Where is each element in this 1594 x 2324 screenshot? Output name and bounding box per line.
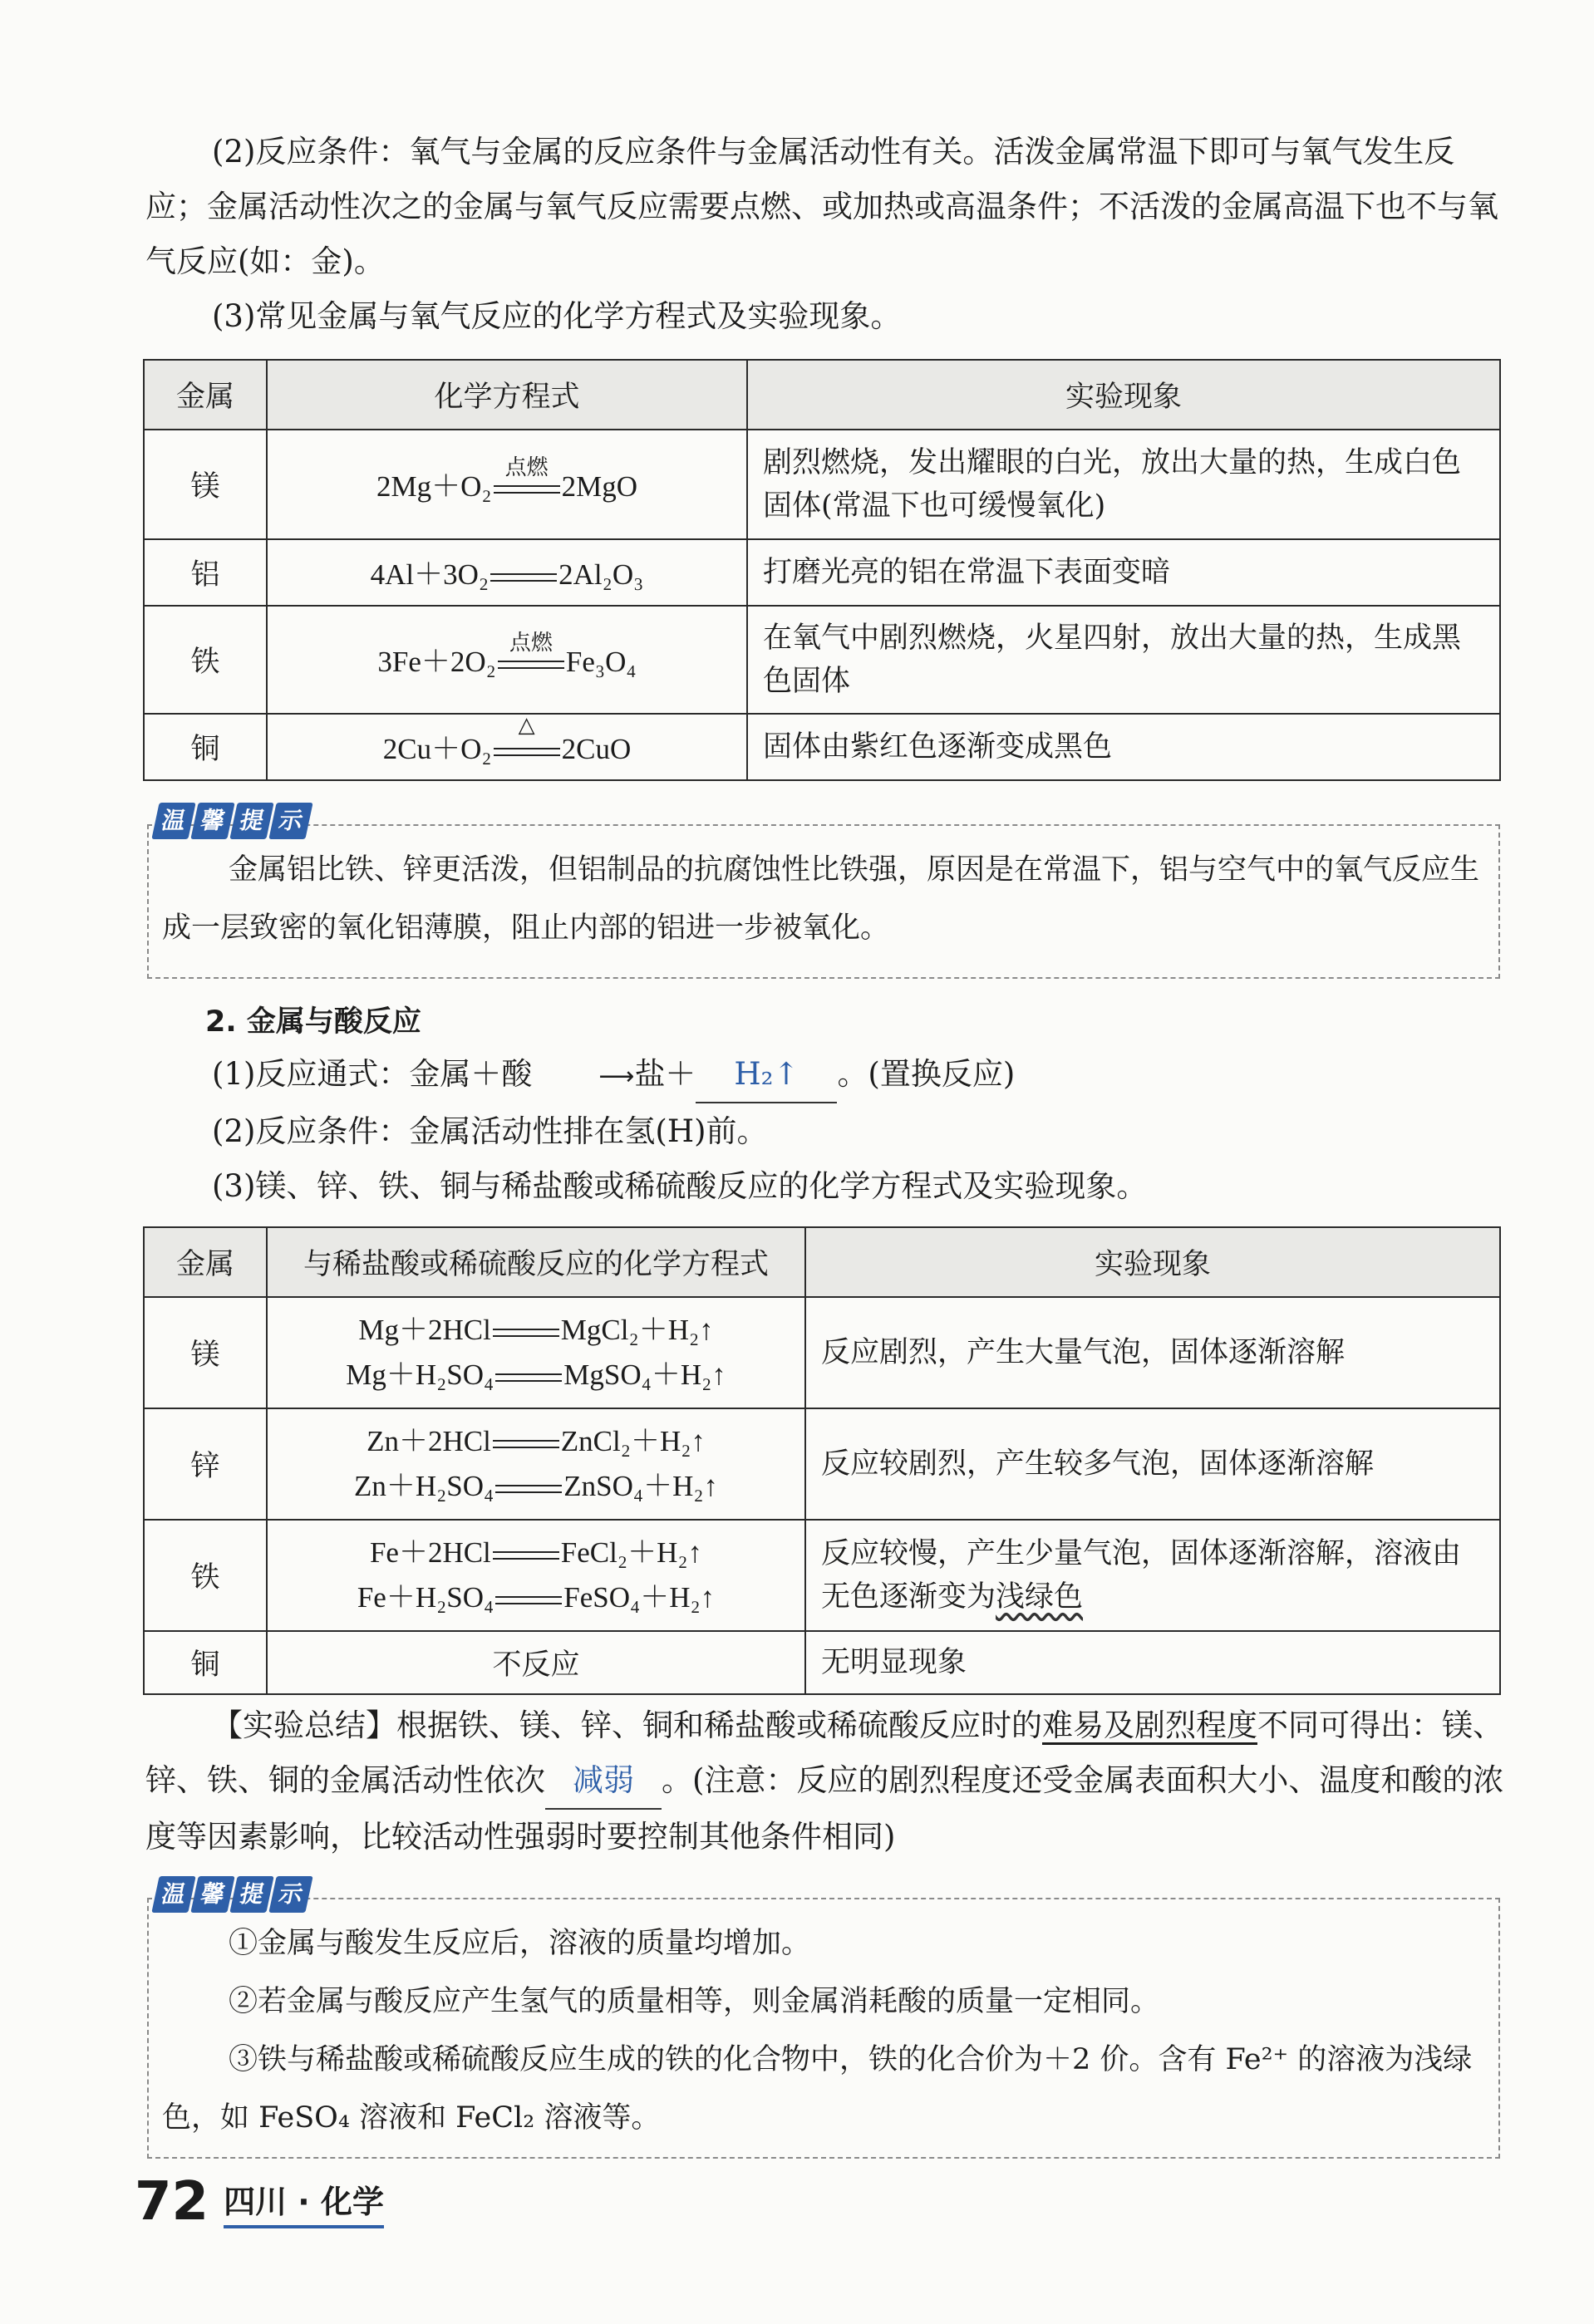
- eq-lhs: Fe＋2HCl: [369, 1536, 491, 1569]
- eq-lhs: Mg＋2HCl: [358, 1314, 491, 1346]
- condition-line: (2)反应条件：金属活动性排在氢(H)前。: [212, 1113, 768, 1149]
- tip-body: [149, 826, 1498, 965]
- eq-lhs: 2Cu＋O₂: [382, 733, 492, 765]
- equation-cell: [267, 430, 747, 539]
- equals-sign: [493, 1433, 559, 1455]
- table-row: [144, 1297, 1500, 1408]
- metal-cell: 镁: [144, 1297, 267, 1408]
- table-row: [144, 1408, 1500, 1520]
- eq-lhs: Zn＋2HCl: [367, 1425, 491, 1457]
- eq-rhs: ZnSO₄＋H₂↑: [563, 1470, 719, 1502]
- tip-item: ③铁与稀盐酸或稀硫酸反应生成的铁的化合物中，铁的化合价为＋2 价。含有 Fe²⁺ 的溶液为浅绿色，如 FeSO₄ 溶液和 FeCl₂ 溶液等。: [162, 2043, 1473, 2135]
- equation-line: [283, 1419, 790, 1464]
- reaction-condition-paragraph: [145, 125, 1508, 344]
- answer-blank: 减弱: [545, 1753, 662, 1810]
- phenomenon-cell: 剧烈燃烧，发出耀眼的白光，放出大量的热，生成白色固体(常温下也可缓慢氧化): [747, 430, 1500, 539]
- acid-reaction-lines: [145, 1047, 1508, 1214]
- eq-rhs: ZnCl₂＋H₂↑: [560, 1425, 706, 1457]
- eq-lhs: 3Fe＋2O₂: [377, 646, 496, 678]
- acid-reaction-table: [143, 1226, 1501, 1695]
- reaction-condition: [490, 567, 557, 588]
- summary-mid: 不同可得出：镁、锌、铁、铜的金属活动性依次: [145, 1707, 1503, 1798]
- condition-label: 点燃: [504, 454, 549, 480]
- tip-body: [149, 1899, 1498, 2155]
- equation-cell: [267, 1520, 805, 1631]
- table-row: [144, 1520, 1500, 1631]
- eq-lhs: Zn＋H₂SO₄: [353, 1470, 494, 1502]
- summary-emphasis: 难易及剧烈程度: [1042, 1707, 1257, 1743]
- metal-cell: 铁: [144, 606, 267, 714]
- equation-cell: [267, 714, 747, 780]
- eq-rhs: 2MgO: [561, 470, 637, 503]
- equation-cell: [267, 1297, 805, 1408]
- metal-cell: 铜: [144, 714, 267, 780]
- eq-rhs: 2CuO: [561, 733, 632, 765]
- table-header-row: [144, 360, 1500, 430]
- equation-cell: 不反应: [267, 1631, 805, 1694]
- l1-mid: 盐＋: [634, 1056, 696, 1092]
- equation-line: [283, 1353, 790, 1398]
- equals-sign: [498, 661, 564, 669]
- phenomenon-cell: 固体由紫红色逐渐变成黑色: [747, 714, 1500, 780]
- col-phenomenon: 实验现象: [747, 360, 1500, 430]
- equals-sign: [494, 485, 560, 494]
- phenomenon-cell: [805, 1520, 1500, 1631]
- item3-line: (3)常见金属与氧气反应的化学方程式及实验现象。: [212, 298, 902, 334]
- summary-prefix: 【实验总结】根据铁、镁、锌、铜和稀盐酸或稀硫酸反应时的: [212, 1707, 1042, 1743]
- equals-sign: [495, 1589, 562, 1611]
- metal-cell: 铜: [144, 1631, 267, 1694]
- tip-badge: [155, 803, 309, 839]
- reaction-condition: [494, 712, 560, 763]
- equals-sign: [493, 1322, 559, 1344]
- emphasis-text: 浅绿色: [996, 1580, 1084, 1614]
- table-header-row: [144, 1227, 1500, 1297]
- tip-text: 金属铝比铁、锌更活泼，但铝制品的抗腐蚀性比铁强，原因是在常温下，铝与空气中的氧气反应生成一层致密的氧化铝薄膜，阻止内部的铝进一步被氧化。: [162, 853, 1480, 945]
- oxygen-reaction-table: [143, 359, 1501, 781]
- metal-cell: 镁: [144, 430, 267, 539]
- metal-cell: 铁: [144, 1520, 267, 1631]
- eq-lhs: Fe＋H₂SO₄: [357, 1581, 494, 1614]
- reaction-condition: [498, 630, 564, 676]
- badge-char: 温: [151, 1876, 195, 1913]
- summary-suffix: 。(注意：反应的剧烈程度还受金属表面积大小、温度和酸的浓度等因素影响，比较活动性强弱时要控制其他条件相同): [145, 1762, 1504, 1855]
- page-footer: [135, 2171, 384, 2233]
- equals-sign: [495, 1478, 562, 1500]
- equals-sign: [490, 573, 557, 582]
- eq-rhs: 2Al₂O₃: [558, 558, 644, 591]
- badge-char: 提: [229, 803, 273, 839]
- cond-body: 氧气与金属的反应条件与金属活动性有关。活泼金属常温下即可与氧气发生反应；金属活动性次之的金属与氧气反应需要点燃、或加热或高温条件；不活泼的金属高温下也不与氧气反应(如：金)。: [145, 134, 1498, 279]
- equals-sign: [493, 1545, 559, 1566]
- phenomenon-cell: 反应较剧烈，产生较多气泡，固体逐渐溶解: [805, 1408, 1500, 1520]
- item3-line: (3)镁、锌、铁、铜与稀盐酸或稀硫酸反应的化学方程式及实验现象。: [212, 1168, 1148, 1204]
- badge-char: 提: [229, 1876, 273, 1913]
- l1-prefix: (1)反应通式：金属＋酸: [212, 1056, 533, 1092]
- tip-box: [147, 807, 1500, 979]
- table-row: [144, 430, 1500, 539]
- badge-char: 示: [268, 803, 312, 839]
- table-row: [144, 1631, 1500, 1694]
- phenomenon-cell: 在氧气中剧烈燃烧，火星四射，放出大量的热，生成黑色固体: [747, 606, 1500, 714]
- subject-label: 四川 · 化学: [224, 2176, 384, 2228]
- metal-cell: 铝: [144, 539, 267, 606]
- eq-rhs: Fe₃O₄: [565, 646, 637, 678]
- equation-line: [283, 1464, 790, 1509]
- section-heading: 2. 金属与酸反应: [205, 1005, 421, 1039]
- phenomenon-text: 反应较慢，产生少量气泡，固体逐渐溶解，溶液由无色逐渐变为: [821, 1537, 1462, 1614]
- badge-char: 馨: [190, 1876, 234, 1913]
- badge-char: 示: [268, 1876, 312, 1913]
- badge-char: 温: [151, 803, 195, 839]
- equation-line: [283, 1308, 790, 1353]
- equation-cell: [267, 539, 747, 606]
- col-equation: 与稀盐酸或稀硫酸反应的化学方程式: [267, 1227, 805, 1297]
- col-metal: 金属: [144, 1227, 267, 1297]
- table-row: [144, 539, 1500, 606]
- tip-item: ①金属与酸发生反应后，溶液的质量均增加。: [229, 1927, 811, 1960]
- condition-label: △: [518, 712, 535, 738]
- phenomenon-cell: 反应剧烈，产生大量气泡，固体逐渐溶解: [805, 1297, 1500, 1408]
- col-phenomenon: 实验现象: [805, 1227, 1500, 1297]
- col-metal: 金属: [144, 360, 267, 430]
- eq-lhs: 4Al＋3O₂: [370, 558, 490, 591]
- general-formula-line: [145, 1047, 1508, 1104]
- tip-item: ②若金属与酸反应产生氢气的质量相等，则金属消耗酸的质量一定相同。: [229, 1985, 1160, 2018]
- metal-cell: 锌: [144, 1408, 267, 1520]
- cond-title: (2)反应条件：: [212, 134, 410, 170]
- page-number: 72: [135, 2171, 209, 2233]
- col-equation: 化学方程式: [267, 360, 747, 430]
- l1-suffix: 。(置换反应): [837, 1056, 1016, 1092]
- equals-sign: [495, 1367, 562, 1388]
- arrow-icon: ⟶: [598, 1062, 635, 1091]
- badge-char: 馨: [190, 803, 234, 839]
- equation-line: [283, 1530, 790, 1575]
- phenomenon-cell: 无明显现象: [805, 1631, 1500, 1694]
- tip-badge: [155, 1876, 309, 1913]
- equation-line: [283, 1575, 790, 1620]
- equals-sign: [494, 748, 560, 756]
- eq-rhs: FeSO₄＋H₂↑: [563, 1581, 716, 1614]
- tip-box: [147, 1880, 1500, 2159]
- answer-blank: H₂↑: [696, 1047, 837, 1103]
- equation-cell: [267, 1408, 805, 1520]
- phenomenon-cell: 打磨光亮的铝在常温下表面变暗: [747, 539, 1500, 606]
- equation-cell: [267, 606, 747, 714]
- eq-lhs: Mg＋H₂SO₄: [346, 1359, 494, 1391]
- eq-lhs: 2Mg＋O₂: [376, 470, 492, 503]
- reaction-condition: [494, 454, 560, 500]
- eq-rhs: FeCl₂＋H₂↑: [560, 1536, 703, 1569]
- table-row: [144, 606, 1500, 714]
- table-row: [144, 714, 1500, 780]
- condition-label: 点燃: [509, 630, 553, 656]
- eq-rhs: MgCl₂＋H₂↑: [560, 1314, 714, 1346]
- experiment-summary: [145, 1698, 1508, 1865]
- eq-rhs: MgSO₄＋H₂↑: [563, 1359, 726, 1391]
